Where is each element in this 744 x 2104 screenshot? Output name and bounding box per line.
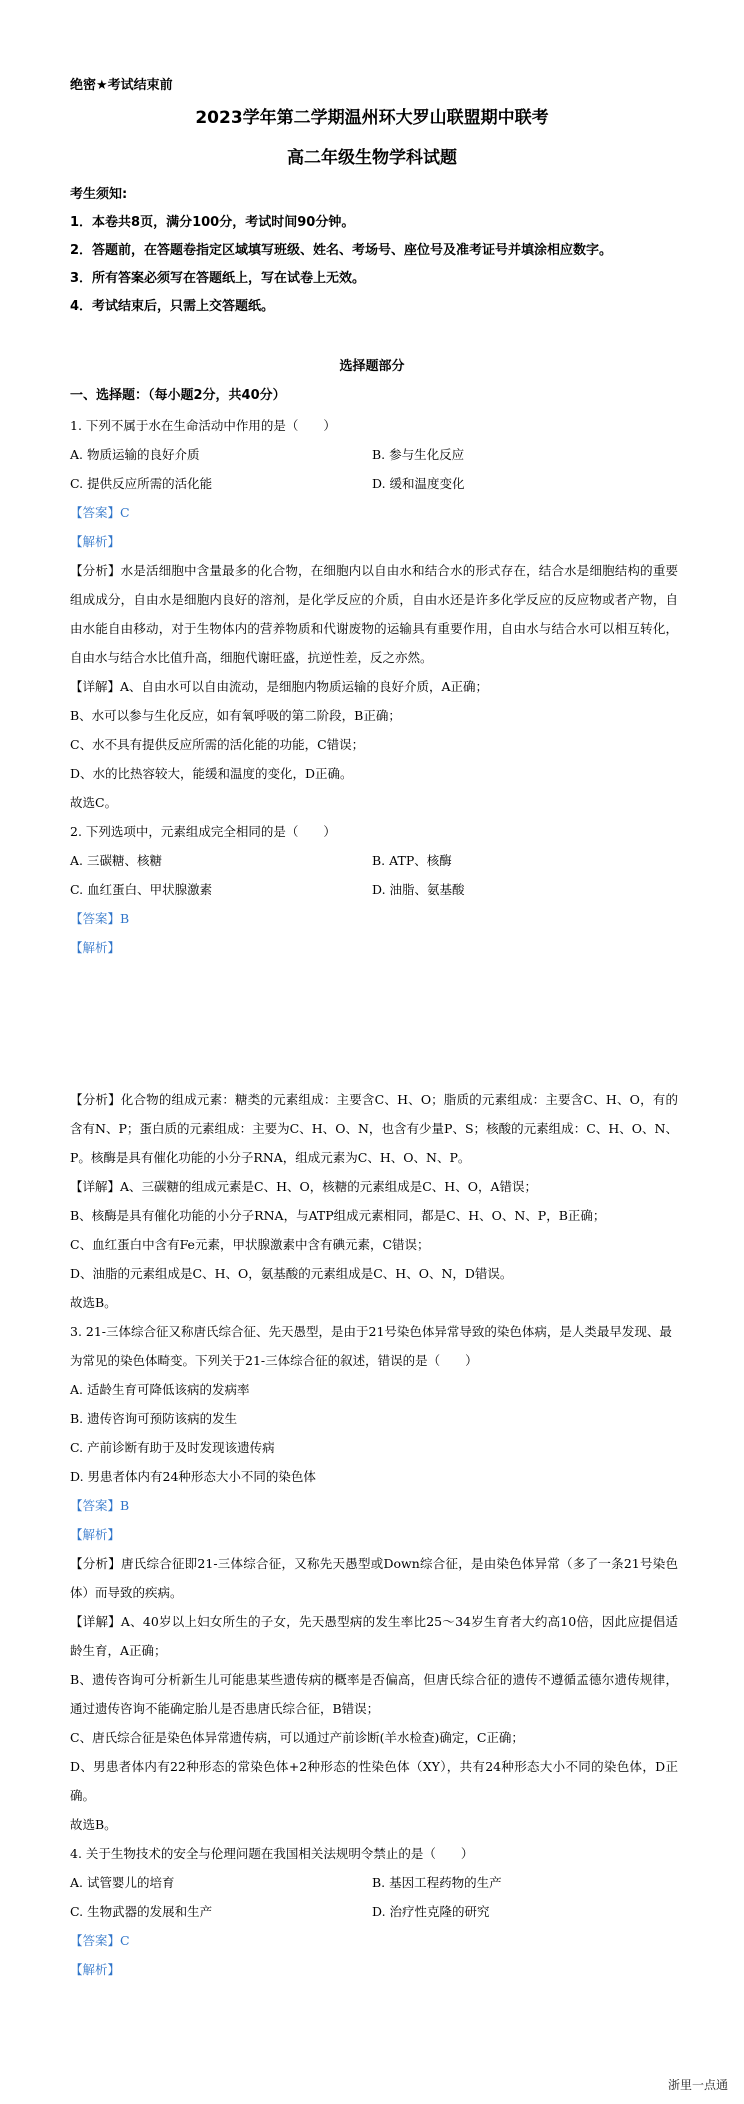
footer-watermark: 浙里一点通 (667, 2078, 728, 2092)
question-options (70, 846, 678, 904)
explanation-line: C、水不具有提供反应所需的活化能的功能，C错误； (70, 737, 365, 752)
option: B. 参与生化反应 (372, 447, 465, 462)
option: D. 男患者体内有24种形态大小不同的染色体 (70, 1469, 316, 1484)
explanation-line: D、男患者体内有22种形态的常染色体+2种形态的性染色体（XY），共有24种形态大小不同的染色体，D正确。 (70, 1759, 678, 1803)
analysis-label: 【解析】 (70, 1962, 121, 1977)
answer-label: 【答案】B (70, 911, 130, 926)
exam-title: 2023学年第二学期温州环大罗山联盟期中联考 (195, 108, 549, 128)
option: B. ATP、核酶 (372, 853, 452, 868)
explanation-line: D、水的比热容较大，能缓和温度的变化，D正确。 (70, 766, 353, 781)
candidate-notes (70, 181, 680, 321)
analysis-paragraph: 【分析】水是活细胞中含量最多的化合物，在细胞内以自由水和结合水的形式存在，结合水是细胞结构的重要组成成分，自由水是细胞内良好的溶剂，是化学反应的介质，自由水还是许多化学反应的反应物或者产物，自由水能自由移动，对于生物体内的营养物质和代谢废物的运输具有重要作用，自由水与结合水可以相互转化，自由水与结合水比值升高，细胞代谢旺盛，抗逆性差，反之亦然。 (70, 563, 678, 665)
option: A. 适龄生育可降低该病的发病率 (70, 1382, 250, 1397)
conclusion-line: 故选C。 (70, 795, 118, 810)
question-stem: 3. 21-三体综合征又称唐氏综合征、先天愚型，是由于21号染色体异常导致的染色体病，是人类最早发现、最为常见的染色体畸变。下列关于21-三体综合征的叙述，错误的是（ ） (70, 1324, 672, 1368)
conclusion-line: 故选B。 (70, 1817, 117, 1832)
part-title: 一、选择题：（每小题2分，共40分） (70, 388, 286, 403)
option: A. 三碳糖、核糖 (70, 853, 162, 868)
notes-heading: 考生须知: (70, 187, 128, 202)
note-item: 2．答题前，在答题卷指定区域填写班级、姓名、考场号、座位号及准考证号并填涂相应数字。 (70, 243, 613, 258)
option: C. 血红蛋白、甲状腺激素 (70, 882, 213, 897)
secret-label: 绝密★考试结束前 (70, 78, 173, 93)
section-title: 选择题部分 (339, 359, 405, 374)
question-stem: 4. 关于生物技术的安全与伦理问题在我国相关法规明令禁止的是（ ） (70, 1846, 474, 1861)
option: B. 基因工程药物的生产 (372, 1875, 502, 1890)
explanation-line: 【详解】A、自由水可以自由流动，是细胞内物质运输的良好介质，A正确； (70, 679, 489, 694)
analysis-label: 【解析】 (70, 534, 121, 549)
option: A. 试管婴儿的培育 (70, 1875, 175, 1890)
exam-subtitle: 高二年级生物学科试题 (287, 148, 457, 168)
option: D. 油脂、氨基酸 (372, 882, 465, 897)
question-stem: 2. 下列选项中，元素组成完全相同的是（ ） (70, 824, 336, 839)
answer-label: 【答案】C (70, 1933, 130, 1948)
question-options (70, 1868, 678, 1926)
option: C. 生物武器的发展和生产 (70, 1904, 213, 1919)
blank-space (70, 962, 678, 1085)
question-stem: 1. 下列不属于水在生命活动中作用的是（ ） (70, 418, 336, 433)
analysis-paragraph: 【分析】唐氏综合征即21-三体综合征，又称先天愚型或Down综合征，是由染色体异常（多了一条21号染色体）而导致的疾病。 (70, 1556, 678, 1600)
explanation-line: D、油脂的元素组成是C、H、O，氨基酸的元素组成是C、H、O、N，D错误。 (70, 1266, 513, 1281)
option: C. 产前诊断有助于及时发现该遗传病 (70, 1440, 275, 1455)
option: D. 缓和温度变化 (372, 476, 465, 491)
analysis-paragraph: 【分析】化合物的组成元素：糖类的元素组成：主要含C、H、O；脂质的元素组成：主要含C、H、O，有的含有N、P；蛋白质的元素组成：主要为C、H、O、N，也含有少量P、S；核酸的元素组成：C、H、O、N、P。核酶是具有催化功能的小分子RNA，组成元素为C、H、O、N、P。 (70, 1092, 678, 1165)
conclusion-line: 故选B。 (70, 1295, 117, 1310)
explanation-line: B、核酶是具有催化功能的小分子RNA，与ATP组成元素相同，都是C、H、O、N、P，B正确； (70, 1208, 606, 1223)
question-options (70, 440, 678, 498)
option: C. 提供反应所需的活化能 (70, 476, 213, 491)
analysis-label: 【解析】 (70, 1527, 121, 1542)
explanation-line: 【详解】A、40岁以上妇女所生的子女，先天愚型病的发生率比25～34岁生育者大约高10倍，因此应提倡适龄生育，A正确； (70, 1614, 678, 1658)
note-item: 1．本卷共8页，满分100分，考试时间90分钟。 (70, 215, 355, 230)
analysis-label: 【解析】 (70, 940, 121, 955)
option: A. 物质运输的良好介质 (70, 447, 200, 462)
explanation-line: C、唐氏综合征是染色体异常遗传病，可以通过产前诊断(羊水检查)确定，C正确； (70, 1730, 524, 1745)
explanation-line: B、遗传咨询可分析新生儿可能患某些遗传病的概率是否偏高，但唐氏综合征的遗传不遵循孟德尔遗传规律，通过遗传咨询不能确定胎儿是否患唐氏综合征，B错误； (70, 1672, 678, 1716)
option: B. 遗传咨询可预防该病的发生 (70, 1411, 238, 1426)
answer-label: 【答案】B (70, 1498, 130, 1513)
answer-label: 【答案】C (70, 505, 130, 520)
explanation-line: B、水可以参与生化反应，如有氧呼吸的第二阶段，B正确； (70, 708, 401, 723)
questions-content (70, 411, 678, 1984)
explanation-line: 【详解】A、三碳糖的组成元素是C、H、O，核糖的元素组成是C、H、O，A错误； (70, 1179, 537, 1194)
note-item: 3．所有答案必须写在答题纸上，写在试卷上无效。 (70, 271, 366, 286)
note-item: 4．考试结束后，只需上交答题纸。 (70, 299, 275, 314)
explanation-line: C、血红蛋白中含有Fe元素，甲状腺激素中含有碘元素，C错误； (70, 1237, 430, 1252)
option: D. 治疗性克隆的研究 (372, 1904, 490, 1919)
